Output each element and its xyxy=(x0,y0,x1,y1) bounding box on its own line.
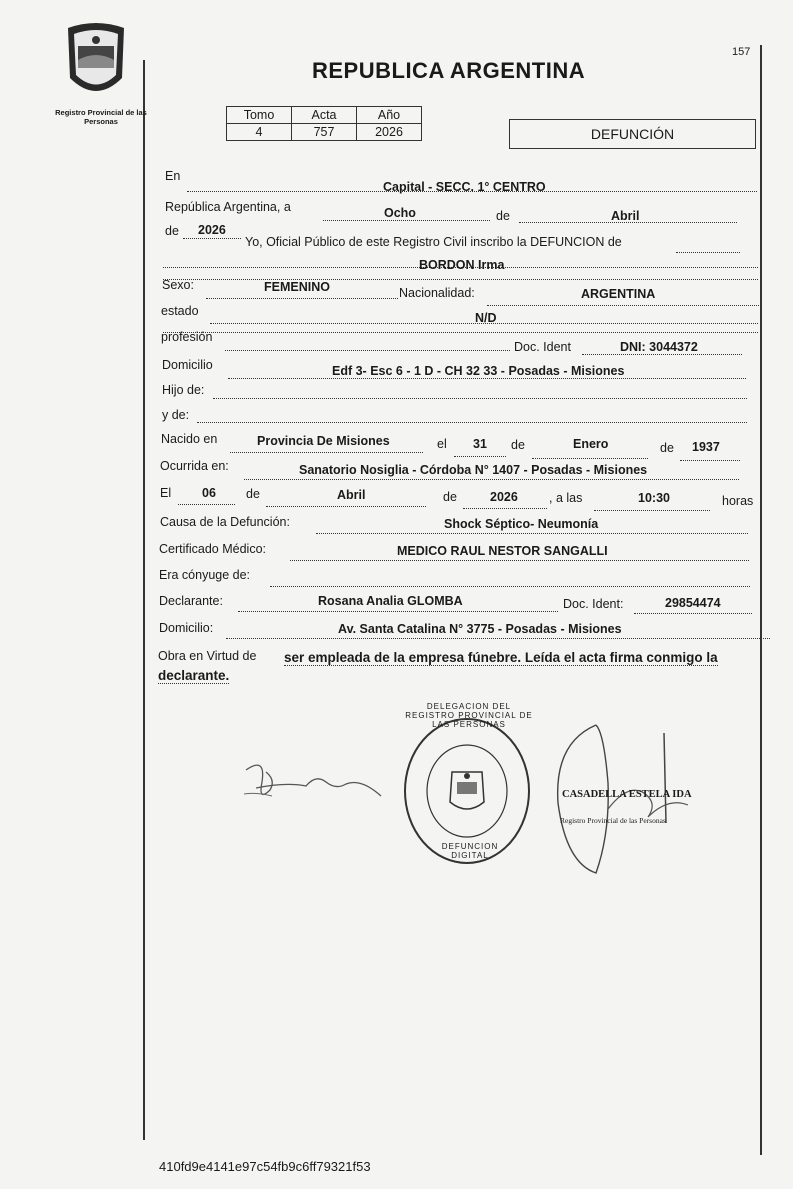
label-causa: Causa de la Defunción: xyxy=(160,515,290,529)
value-def-dia: 06 xyxy=(202,486,216,500)
label-de-anio: de xyxy=(165,224,179,238)
page-title: REPUBLICA ARGENTINA xyxy=(312,58,586,83)
value-obra-line2: declarante. xyxy=(158,668,230,683)
label-hijo-de: Hijo de: xyxy=(162,383,205,397)
label-profesion: profesión xyxy=(161,330,213,344)
logo-caption: Registro Provincial de las Personas xyxy=(55,108,147,126)
dots-def-hora xyxy=(594,510,710,511)
value-mes: Abril xyxy=(611,209,640,223)
label-horas: horas xyxy=(722,494,754,508)
label-de-nac-mes: de xyxy=(511,438,525,452)
dots-nacionalidad xyxy=(487,305,759,306)
value-def-anio: 2026 xyxy=(490,490,518,504)
dots-estado-2 xyxy=(163,332,758,333)
value-declarante-doc: 29854474 xyxy=(665,596,721,610)
register-table xyxy=(226,106,422,141)
seal-ring-text: DELEGACION DEL REGISTRO PROVINCIAL DE LAS PERSONAS xyxy=(405,702,533,729)
dots-nacido-en xyxy=(230,452,423,453)
label-domicilio-declarante: Domicilio: xyxy=(159,621,214,635)
value-causa: Shock Séptico- Neumonía xyxy=(444,517,599,531)
label-ocurrida-en: Ocurrida en: xyxy=(160,459,229,473)
label-conyuge: Era cónyuge de: xyxy=(159,568,251,582)
dots-causa xyxy=(316,533,748,534)
label-domicilio: Domicilio xyxy=(162,358,213,372)
register-header-anio: Año xyxy=(357,107,422,124)
label-y-de: y de: xyxy=(162,408,190,422)
label-de-def-mes: de xyxy=(246,487,260,501)
dots-doc xyxy=(582,354,742,355)
label-obra-en-virtud: Obra en Virtud de xyxy=(158,649,257,663)
label-de-mes: de xyxy=(496,209,510,223)
value-nac-dia: 31 xyxy=(473,437,487,451)
label-de-nac-anio: de xyxy=(660,441,674,455)
right-margin-line xyxy=(760,45,762,1155)
dots-declarante-doc xyxy=(634,613,752,614)
dots-hijo-de xyxy=(213,398,747,399)
dots-domicilio-declarante xyxy=(226,638,770,639)
label-de-def-anio: de xyxy=(443,490,457,504)
label-doc-ident: Doc. Ident xyxy=(514,340,571,354)
value-nombre: BORDON Irma xyxy=(419,258,505,272)
dots-domicilio xyxy=(228,378,746,379)
value-domicilio: Edf 3- Esc 6 - 1 D - CH 32 33 - Posadas - Misiones xyxy=(332,364,625,378)
dots-def-mes xyxy=(266,506,426,507)
label-estado: estado xyxy=(161,304,199,318)
value-nacionalidad: ARGENTINA xyxy=(581,287,656,301)
value-def-hora: 10:30 xyxy=(638,491,670,505)
value-domicilio-declarante: Av. Santa Catalina N° 3775 - Posadas - Misiones xyxy=(338,622,622,636)
dots-nac-mes xyxy=(532,458,648,459)
label-republica: República Argentina, a xyxy=(165,200,291,214)
dots-conyuge xyxy=(270,586,750,587)
register-header-acta: Acta xyxy=(292,107,357,124)
label-doc-ident-declarante: Doc. Ident: xyxy=(563,597,624,611)
register-value-anio: 2026 xyxy=(357,124,422,141)
record-type-box: DEFUNCIÓN xyxy=(509,119,756,149)
label-declarante: Declarante: xyxy=(159,594,223,608)
dots-ocurrida-en xyxy=(244,479,739,480)
value-nacido-en: Provincia De Misiones xyxy=(257,434,390,448)
value-certificado: MEDICO RAUL NESTOR SANGALLI xyxy=(397,544,608,558)
label-el-fecha: El xyxy=(160,486,172,500)
register-value-tomo: 4 xyxy=(227,124,292,141)
page-number: 157 xyxy=(732,46,751,58)
value-nac-anio: 1937 xyxy=(692,440,720,454)
document-hash: 410fd9e4141e97c54fb9c6ff79321f53 xyxy=(159,1159,371,1174)
dots-yo-end xyxy=(676,252,740,253)
dots-declarante xyxy=(238,611,558,612)
dots-def-dia xyxy=(178,504,235,505)
value-lugar: Capital - SECC. 1° CENTRO xyxy=(383,180,546,194)
value-dia: Ocho xyxy=(384,206,416,220)
value-estado: N/D xyxy=(475,311,497,325)
seal-inner-text: DEFUNCION DIGITAL xyxy=(441,842,499,860)
value-declarante: Rosana Analia GLOMBA xyxy=(318,594,463,608)
dots-profesion xyxy=(225,350,510,351)
dots-def-anio xyxy=(463,508,547,509)
dots-nac-dia xyxy=(454,456,506,457)
registro-logo xyxy=(60,20,132,102)
left-margin-line xyxy=(143,60,145,1140)
label-yo-text: Yo, Oficial Público de este Registro Civil inscribo la DEFUNCION de xyxy=(245,235,622,249)
register-header-tomo: Tomo xyxy=(227,107,292,124)
label-a-las: , a las xyxy=(549,491,583,505)
dots-sexo xyxy=(206,298,398,299)
dots-nombre-2 xyxy=(163,279,758,280)
stamp-office: Registro Provincial de las Personas xyxy=(560,816,666,825)
label-certificado: Certificado Médico: xyxy=(159,542,266,556)
register-value-acta: 757 xyxy=(292,124,357,141)
value-anio: 2026 xyxy=(198,223,226,237)
value-ocurrida-en: Sanatorio Nosiglia - Córdoba N° 1407 - Posadas - Misiones xyxy=(299,463,648,477)
dots-nac-anio xyxy=(680,460,740,461)
value-obra-line1: ser empleada de la empresa fúnebre. Leída el acta firma conmigo la xyxy=(284,650,718,665)
stamp-name: CASADELLA ESTELA IDA xyxy=(562,789,692,800)
dots-y-de xyxy=(197,422,747,423)
value-def-mes: Abril xyxy=(337,488,366,502)
dots-dia xyxy=(323,220,490,221)
label-nacido-en: Nacido en xyxy=(161,432,218,446)
label-sexo: Sexo: xyxy=(162,278,194,292)
label-el: el xyxy=(437,437,447,451)
declarant-signature xyxy=(236,752,386,812)
value-sexo: FEMENINO xyxy=(264,280,330,294)
label-en: En xyxy=(165,169,181,183)
dots-anio xyxy=(183,238,241,239)
value-nac-mes: Enero xyxy=(573,437,609,451)
label-nacionalidad: Nacionalidad: xyxy=(399,286,475,300)
dots-certificado xyxy=(290,560,749,561)
value-doc: DNI: 3044372 xyxy=(620,340,698,354)
